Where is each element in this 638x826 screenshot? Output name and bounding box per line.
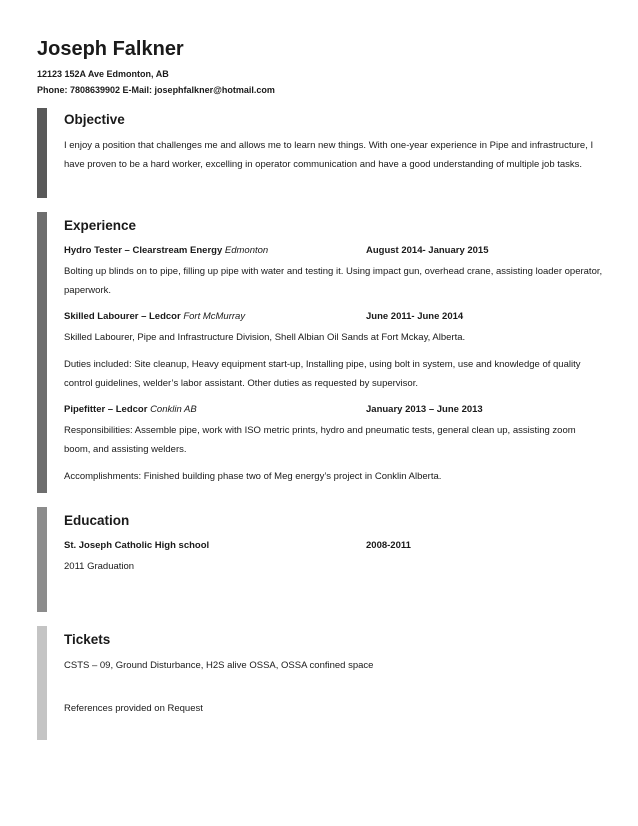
job-dates: January 2013 – June 2013 xyxy=(366,404,483,415)
job-role: Hydro Tester – Clearstream Energy xyxy=(64,245,225,256)
job-duties: Duties included: Site cleanup, Heavy equipment start-up, Installing pipe, using bolt in system, use and knowledge of quality control guidelines, welder’s labor assistant. Other duties as requested by supervisor. xyxy=(64,359,581,389)
job-description: Skilled Labourer, Pipe and Infrastructure Division, Shell Albian Oil Sands at Fort Mckay, Alberta. xyxy=(64,332,466,343)
address: 12123 152A Ave Edmonton, AB xyxy=(37,69,169,79)
job-location: Conklin AB xyxy=(150,404,197,415)
candidate-name: Joseph Falkner xyxy=(37,38,184,60)
school-dates: 2008-2011 xyxy=(366,540,411,551)
tickets-text: CSTS – 09, Ground Disturbance, H2S alive OSSA, OSSA confined space xyxy=(64,660,374,671)
job-header xyxy=(64,242,604,260)
job-dates: August 2014- January 2015 xyxy=(366,245,489,256)
job-location: Fort McMurray xyxy=(183,311,246,322)
education-bar xyxy=(37,507,47,612)
job-dates: June 2011- June 2014 xyxy=(366,311,464,322)
job-role: Pipefitter – Ledcor xyxy=(64,404,151,415)
contact-info: Phone: 7808639902 E-Mail: josephfalkner@hotmail.com xyxy=(37,85,275,95)
job-location: Edmonton xyxy=(224,245,269,256)
school-name: St. Joseph Catholic High school xyxy=(64,540,210,551)
tickets-section xyxy=(37,626,607,740)
job-accomplishments: Accomplishments: Finished building phase two of Meg energy’s project in Conklin Alberta. xyxy=(64,471,442,482)
tickets-bar xyxy=(37,626,47,740)
experience-bar xyxy=(37,212,47,493)
objective-section xyxy=(37,108,607,198)
objective-heading: Objective xyxy=(64,112,125,127)
objective-bar xyxy=(37,108,47,198)
references-note: References provided on Request xyxy=(64,703,203,714)
job-description: Bolting up blinds on to pipe, filling up pipe with water and testing it. Using impact gun, overhead crane, assisting loader operator, paperwork. xyxy=(64,266,603,296)
job-role: Skilled Labourer – Ledcor xyxy=(64,311,184,322)
objective-text: I enjoy a position that challenges me and allows me to learn new things. With one-year experience in Pipe and infrastructure, I have proven to be a hard worker, excelling in operator communication and have a good understanding of multiple job tasks. xyxy=(64,140,594,170)
job-header xyxy=(64,308,604,326)
tickets-heading: Tickets xyxy=(64,632,111,647)
experience-section xyxy=(37,212,607,493)
school-header xyxy=(64,537,604,555)
job-header xyxy=(64,401,604,419)
experience-heading: Experience xyxy=(64,218,137,233)
education-detail: 2011 Graduation xyxy=(64,561,135,572)
education-heading: Education xyxy=(64,513,130,528)
job-responsibilities: Responsibilities: Assemble pipe, work with ISO metric prints, hydro and pneumatic tests, general clean up, assisting zoom boom, and assisting welders. xyxy=(64,425,576,455)
education-section xyxy=(37,507,607,612)
